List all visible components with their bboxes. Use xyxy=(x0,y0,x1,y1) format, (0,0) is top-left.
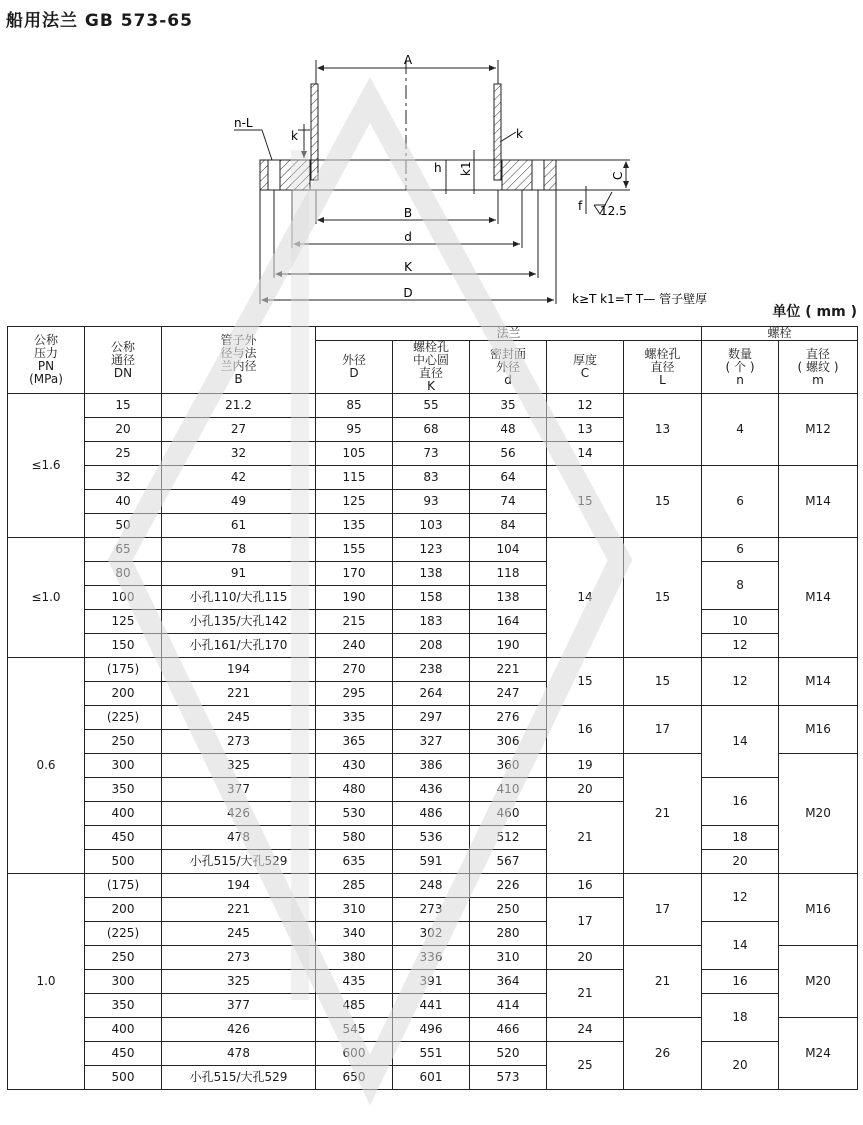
table-cell: 325 xyxy=(162,754,316,778)
table-cell: 335 xyxy=(316,706,393,730)
table-cell: 50 xyxy=(85,514,162,538)
table-cell: M16 xyxy=(779,706,858,754)
table-cell: 250 xyxy=(85,946,162,970)
unit-label: 单位 ( mm ) xyxy=(772,304,857,320)
table-cell: 85 xyxy=(316,394,393,418)
table-cell: 74 xyxy=(470,490,547,514)
table-cell: 40 xyxy=(85,490,162,514)
table-cell: 83 xyxy=(393,466,470,490)
table-cell: 280 xyxy=(470,922,547,946)
table-cell: 73 xyxy=(393,442,470,466)
table-cell: 530 xyxy=(316,802,393,826)
table-cell: 12 xyxy=(547,394,624,418)
table-cell: 118 xyxy=(470,562,547,586)
header-n-count: 数量 ( 个 ) n xyxy=(702,341,779,394)
table-cell: 380 xyxy=(316,946,393,970)
dim-f-label: f xyxy=(578,199,583,213)
dim-a-label: A xyxy=(403,53,413,67)
table-cell: 小孔135/大孔142 xyxy=(162,610,316,634)
bolt-hole-left xyxy=(268,160,280,190)
table-cell: 350 xyxy=(85,994,162,1018)
table-cell: 80 xyxy=(85,562,162,586)
table-cell: 245 xyxy=(162,706,316,730)
table-cell: 250 xyxy=(470,898,547,922)
table-cell: 16 xyxy=(547,706,624,754)
table-cell: 194 xyxy=(162,874,316,898)
header-k-center: 螺栓孔 中心圆 直径 K xyxy=(393,341,470,394)
header-b: 管子外 径与法 兰内径 B xyxy=(162,327,316,394)
table-cell: 478 xyxy=(162,1042,316,1066)
table-cell: 350 xyxy=(85,778,162,802)
roughness-label: 12.5 xyxy=(600,204,627,218)
table-cell: 310 xyxy=(470,946,547,970)
table-row xyxy=(8,610,858,634)
pn-cell: 1.0 xyxy=(8,874,85,1090)
flange-spec-table xyxy=(7,326,858,1090)
table-cell: 238 xyxy=(393,658,470,682)
table-row xyxy=(8,994,858,1018)
header-l-hole: 螺栓孔 直径 L xyxy=(624,341,702,394)
table-cell: 15 xyxy=(624,466,702,538)
table-cell: 285 xyxy=(316,874,393,898)
table-cell: M20 xyxy=(779,754,858,874)
table-cell: 310 xyxy=(316,898,393,922)
table-cell: 26 xyxy=(624,1018,702,1090)
table-cell: 21.2 xyxy=(162,394,316,418)
table-cell: 17 xyxy=(547,898,624,946)
table-cell: 600 xyxy=(316,1042,393,1066)
table-cell: (175) xyxy=(85,658,162,682)
table-cell: 325 xyxy=(162,970,316,994)
table-cell: 591 xyxy=(393,850,470,874)
table-cell: 336 xyxy=(393,946,470,970)
table-cell: 14 xyxy=(547,442,624,466)
table-cell: 21 xyxy=(547,802,624,874)
table-cell: 20 xyxy=(702,850,779,874)
table-cell: 35 xyxy=(470,394,547,418)
table-cell: 297 xyxy=(393,706,470,730)
table-cell: 650 xyxy=(316,1066,393,1090)
header-m-dia: 直径 ( 螺纹 ) m xyxy=(779,341,858,394)
table-cell: 12 xyxy=(702,634,779,658)
table-cell: 635 xyxy=(316,850,393,874)
table-cell: 8 xyxy=(702,562,779,610)
table-cell: 478 xyxy=(162,826,316,850)
table-cell: 306 xyxy=(470,730,547,754)
table-cell: 小孔515/大孔529 xyxy=(162,1066,316,1090)
table-cell: 123 xyxy=(393,538,470,562)
pn-cell: 0.6 xyxy=(8,658,85,874)
table-cell: (225) xyxy=(85,922,162,946)
table-cell: 15 xyxy=(547,658,624,706)
table-cell: 536 xyxy=(393,826,470,850)
table-cell: 365 xyxy=(316,730,393,754)
table-cell: 466 xyxy=(470,1018,547,1042)
table-cell: 125 xyxy=(316,490,393,514)
table-cell: 248 xyxy=(393,874,470,898)
table-cell: 32 xyxy=(162,442,316,466)
table-cell: 226 xyxy=(470,874,547,898)
table-cell: 49 xyxy=(162,490,316,514)
table-cell: M14 xyxy=(779,466,858,538)
table-cell: 21 xyxy=(547,970,624,1018)
table-cell: 6 xyxy=(702,466,779,538)
table-cell: 567 xyxy=(470,850,547,874)
table-row xyxy=(8,538,858,562)
table-cell: 460 xyxy=(470,802,547,826)
table-cell: 138 xyxy=(470,586,547,610)
table-cell: 135 xyxy=(316,514,393,538)
table-cell: (175) xyxy=(85,874,162,898)
table-cell: 103 xyxy=(393,514,470,538)
table-row xyxy=(8,1042,858,1066)
table-cell: 273 xyxy=(162,730,316,754)
table-cell: M20 xyxy=(779,946,858,1018)
table-cell: 450 xyxy=(85,1042,162,1066)
table-cell: 430 xyxy=(316,754,393,778)
table-cell: 小孔161/大孔170 xyxy=(162,634,316,658)
table-cell: 400 xyxy=(85,802,162,826)
table-cell: 42 xyxy=(162,466,316,490)
table-cell: 520 xyxy=(470,1042,547,1066)
table-cell: 61 xyxy=(162,514,316,538)
table-row xyxy=(8,658,858,682)
table-cell: 21 xyxy=(624,754,702,874)
table-cell: 20 xyxy=(547,778,624,802)
table-cell: 250 xyxy=(85,730,162,754)
header-dn: 公称 通径 DN xyxy=(85,327,162,394)
dim-d-label: d xyxy=(404,230,412,244)
table-row xyxy=(8,394,858,418)
table-cell: 247 xyxy=(470,682,547,706)
table-cell: 441 xyxy=(393,994,470,1018)
dim-nl-label: n-L xyxy=(234,116,253,130)
table-cell: 13 xyxy=(547,418,624,442)
table-cell: 200 xyxy=(85,682,162,706)
table-cell: 78 xyxy=(162,538,316,562)
table-cell: 小孔110/大孔115 xyxy=(162,586,316,610)
table-cell: 183 xyxy=(393,610,470,634)
table-cell: 302 xyxy=(393,922,470,946)
pn-cell: ≤1.0 xyxy=(8,538,85,658)
table-cell: 17 xyxy=(624,874,702,946)
table-cell: 48 xyxy=(470,418,547,442)
table-cell: 364 xyxy=(470,970,547,994)
table-cell: 377 xyxy=(162,778,316,802)
table-cell: 410 xyxy=(470,778,547,802)
table-cell: 105 xyxy=(316,442,393,466)
table-cell: 12 xyxy=(702,874,779,922)
table-cell: 21 xyxy=(624,946,702,1018)
dim-k-left-label: k xyxy=(291,129,298,143)
table-cell: 16 xyxy=(702,970,779,994)
table-cell: M12 xyxy=(779,394,858,466)
header-d-seal: 密封面 外径 d xyxy=(470,341,547,394)
table-cell: M24 xyxy=(779,1018,858,1090)
table-row xyxy=(8,778,858,802)
table-cell: 14 xyxy=(702,922,779,970)
table-cell: 360 xyxy=(470,754,547,778)
table-cell: 496 xyxy=(393,1018,470,1042)
table-cell: 12 xyxy=(702,658,779,706)
table-cell: 56 xyxy=(470,442,547,466)
header-bolt: 螺栓 xyxy=(702,327,858,341)
table-cell: 15 xyxy=(624,538,702,658)
table-row xyxy=(8,850,858,874)
table-cell: 27 xyxy=(162,418,316,442)
table-cell: 16 xyxy=(702,778,779,826)
table-cell: 19 xyxy=(547,754,624,778)
table-cell: 551 xyxy=(393,1042,470,1066)
table-cell: 4 xyxy=(702,394,779,466)
dim-k1-label: k1 xyxy=(459,161,473,176)
table-row xyxy=(8,826,858,850)
table-cell: 273 xyxy=(162,946,316,970)
table-cell: 170 xyxy=(316,562,393,586)
table-cell: 573 xyxy=(470,1066,547,1090)
table-cell: 18 xyxy=(702,826,779,850)
table-cell: (225) xyxy=(85,706,162,730)
dim-c-label: C xyxy=(611,171,625,180)
header-d-outer: 外径 D xyxy=(316,341,393,394)
flange-right xyxy=(502,160,556,190)
table-cell: 115 xyxy=(316,466,393,490)
table-row xyxy=(8,922,858,946)
bolt-hole-right xyxy=(532,160,544,190)
table-cell: 25 xyxy=(547,1042,624,1090)
table-cell: 436 xyxy=(393,778,470,802)
table-cell: 100 xyxy=(85,586,162,610)
dim-h-label: h xyxy=(434,161,442,175)
table-cell: 20 xyxy=(547,946,624,970)
table-cell: 270 xyxy=(316,658,393,682)
table-cell: 435 xyxy=(316,970,393,994)
table-cell: 221 xyxy=(162,682,316,706)
table-cell: M14 xyxy=(779,538,858,658)
table-cell: 15 xyxy=(624,658,702,706)
table-row xyxy=(8,562,858,586)
table-cell: 158 xyxy=(393,586,470,610)
table-cell: 10 xyxy=(702,610,779,634)
table-cell: 264 xyxy=(393,682,470,706)
table-cell: 91 xyxy=(162,562,316,586)
table-cell: 273 xyxy=(393,898,470,922)
table-cell: 240 xyxy=(316,634,393,658)
table-cell: 15 xyxy=(547,466,624,538)
table-cell: 25 xyxy=(85,442,162,466)
table-row xyxy=(8,706,858,730)
table-cell: 138 xyxy=(393,562,470,586)
header-c-thick: 厚度 C xyxy=(547,341,624,394)
table-cell: 426 xyxy=(162,1018,316,1042)
table-cell: 480 xyxy=(316,778,393,802)
table-row xyxy=(8,874,858,898)
pipe-wall-left xyxy=(311,84,318,180)
table-cell: 84 xyxy=(470,514,547,538)
table-cell: 14 xyxy=(702,706,779,778)
diagram-note: k≥T k1=T T— 管子壁厚 xyxy=(572,292,708,306)
table-cell: 190 xyxy=(316,586,393,610)
table-cell: 20 xyxy=(702,1042,779,1090)
dim-k-right-label: k xyxy=(516,127,523,141)
dim-b-label: B xyxy=(403,206,413,220)
table-cell: 386 xyxy=(393,754,470,778)
table-cell: 18 xyxy=(702,994,779,1042)
table-cell: 300 xyxy=(85,970,162,994)
table-cell: 15 xyxy=(85,394,162,418)
table-cell: 小孔515/大孔529 xyxy=(162,850,316,874)
table-cell: 377 xyxy=(162,994,316,1018)
header-pn: 公称 压力 PN (MPa) xyxy=(8,327,85,394)
table-cell: 150 xyxy=(85,634,162,658)
table-cell: 194 xyxy=(162,658,316,682)
table-cell: 16 xyxy=(547,874,624,898)
pipe-wall-right xyxy=(494,84,501,180)
flange-diagram xyxy=(0,0,863,320)
table-cell: 450 xyxy=(85,826,162,850)
table-cell: 200 xyxy=(85,898,162,922)
table-cell: M14 xyxy=(779,658,858,706)
table-row xyxy=(8,634,858,658)
table-cell: 13 xyxy=(624,394,702,466)
table-cell: 485 xyxy=(316,994,393,1018)
table-cell: 295 xyxy=(316,682,393,706)
table-cell: 125 xyxy=(85,610,162,634)
table-cell: 164 xyxy=(470,610,547,634)
dim-k-label: K xyxy=(404,260,412,274)
table-cell: 400 xyxy=(85,1018,162,1042)
table-cell: 414 xyxy=(470,994,547,1018)
table-row xyxy=(8,970,858,994)
table-cell: 340 xyxy=(316,922,393,946)
table-cell: 601 xyxy=(393,1066,470,1090)
table-cell: 208 xyxy=(393,634,470,658)
table-cell: 500 xyxy=(85,850,162,874)
table-row xyxy=(8,466,858,490)
header-flange: 法兰 xyxy=(316,327,702,341)
table-cell: 20 xyxy=(85,418,162,442)
table-cell: 155 xyxy=(316,538,393,562)
table-cell: 14 xyxy=(547,538,624,658)
table-cell: 545 xyxy=(316,1018,393,1042)
table-cell: 65 xyxy=(85,538,162,562)
table-cell: 32 xyxy=(85,466,162,490)
table-cell: 68 xyxy=(393,418,470,442)
table-cell: 512 xyxy=(470,826,547,850)
table-cell: 221 xyxy=(162,898,316,922)
table-cell: 276 xyxy=(470,706,547,730)
table-cell: 327 xyxy=(393,730,470,754)
pn-cell: ≤1.6 xyxy=(8,394,85,538)
table-cell: 215 xyxy=(316,610,393,634)
table-cell: 55 xyxy=(393,394,470,418)
table-cell: 426 xyxy=(162,802,316,826)
table-cell: 500 xyxy=(85,1066,162,1090)
table-cell: 93 xyxy=(393,490,470,514)
page-title: 船用法兰 GB 573-65 xyxy=(6,11,193,31)
dim-dd-label: D xyxy=(403,286,413,300)
table-cell: 190 xyxy=(470,634,547,658)
table-cell: 580 xyxy=(316,826,393,850)
table-cell: 95 xyxy=(316,418,393,442)
table-cell: 64 xyxy=(470,466,547,490)
table-cell: 104 xyxy=(470,538,547,562)
table-cell: 6 xyxy=(702,538,779,562)
table-cell: 245 xyxy=(162,922,316,946)
table-cell: 221 xyxy=(470,658,547,682)
table-cell: 486 xyxy=(393,802,470,826)
table-cell: 24 xyxy=(547,1018,624,1042)
table-cell: 391 xyxy=(393,970,470,994)
table-cell: 300 xyxy=(85,754,162,778)
table-cell: 17 xyxy=(624,706,702,754)
table-cell: M16 xyxy=(779,874,858,946)
